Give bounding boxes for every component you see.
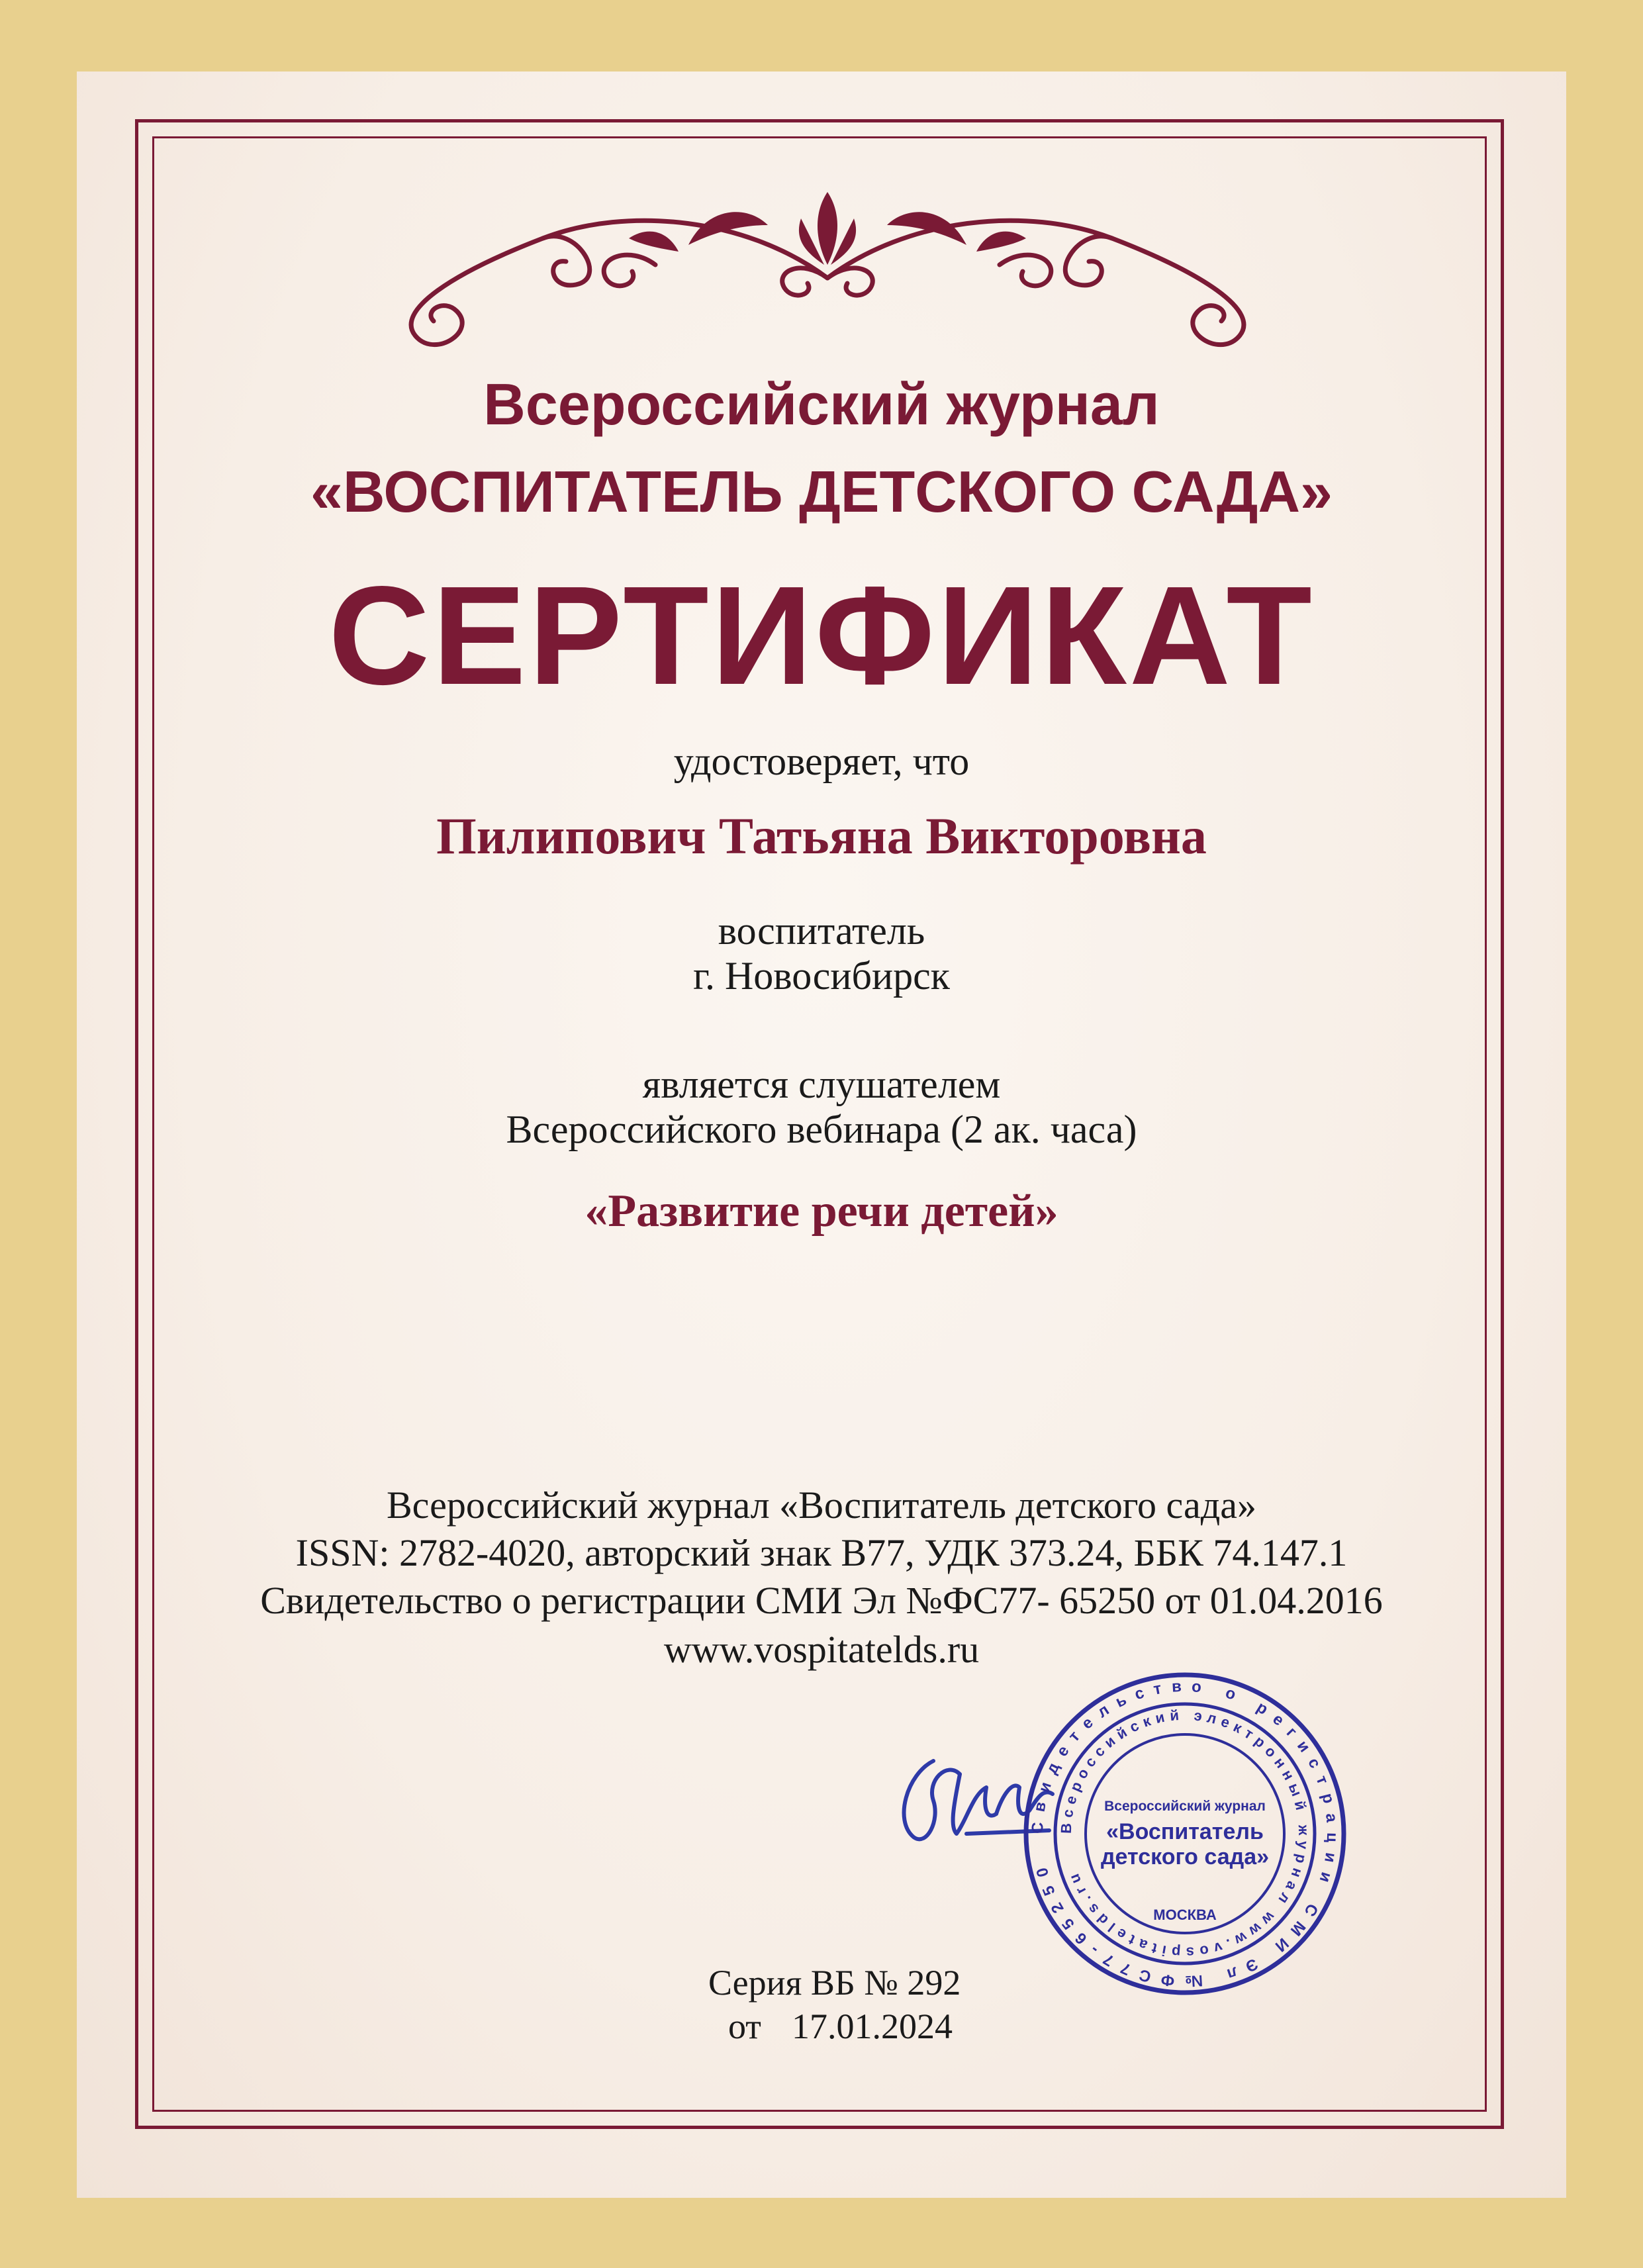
recipient-position: воспитатель bbox=[718, 909, 925, 953]
journal-title-line1: Всероссийский журнал bbox=[483, 371, 1160, 437]
listener-text: является слушателем bbox=[642, 1063, 1001, 1106]
stamp-outer-ring-text: Свидетельство о регистрации СМИ Эл №ФС77-65250 bbox=[1028, 1677, 1342, 1991]
webinar-topic: «Развитие речи детей» bbox=[585, 1186, 1058, 1237]
footer-website: www.vospitatelds.ru bbox=[663, 1628, 980, 1671]
journal-title-line2: «ВОСПИТАТЕЛЬ ДЕТСКОГО САДА» bbox=[310, 459, 1333, 524]
stamp-center-line3: детского сада» bbox=[1100, 1844, 1270, 1869]
series-number: Серия ВБ № 292 bbox=[708, 1963, 961, 2003]
footer-journal: Всероссийский журнал «Воспитатель детского сада» bbox=[386, 1484, 1256, 1527]
date-label: от bbox=[728, 2007, 761, 2046]
recipient-name: Пилипович Татьяна Викторовна bbox=[436, 807, 1207, 865]
stamp-inner-ring-text: Всероссийский электронный журнал www.vospitatelds.ru bbox=[1057, 1706, 1313, 1961]
issue-date: 17.01.2024 bbox=[792, 2007, 953, 2046]
footer-registration: Свидетельство о регистрации СМИ Эл №ФС77- 65250 от 01.04.2016 bbox=[260, 1579, 1383, 1622]
stamp-seal-icon bbox=[1019, 1668, 1350, 1999]
webinar-text: Всероссийского вебинара (2 ак. часа) bbox=[506, 1108, 1137, 1151]
certifies-text: удостоверяет, что bbox=[673, 739, 970, 783]
stamp-center-line2: «Воспитатель bbox=[1106, 1819, 1264, 1844]
stamp-center-line1: Всероссийский журнал bbox=[1104, 1799, 1266, 1814]
stamp-city: МОСКВА bbox=[1153, 1907, 1217, 1923]
recipient-city: г. Новосибирск bbox=[693, 954, 950, 998]
certificate-title: СЕРТИФИКАТ bbox=[328, 557, 1315, 714]
footer-issn: ISSN: 2782-4020, авторский знак В77, УДК 373.24, ББК 74.147.1 bbox=[295, 1531, 1348, 1574]
flourish-ornament-icon bbox=[377, 179, 1278, 357]
